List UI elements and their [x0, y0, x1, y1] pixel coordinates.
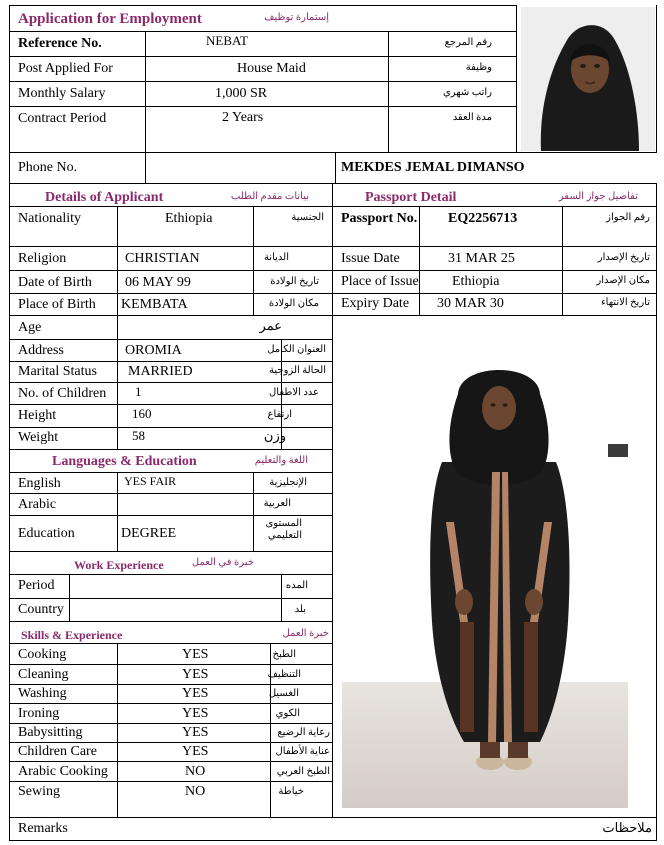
monthly-salary-value: 1,000 SR — [215, 86, 268, 101]
form-title: Application for Employment — [18, 11, 202, 27]
age-label: Age — [18, 320, 42, 335]
remarks-label-ar: ملاحظات — [602, 820, 652, 835]
expiry-date-label-ar: تاريخ الانتهاء — [600, 297, 650, 308]
education-label-ar: المستوى التعليمي — [265, 518, 302, 541]
arabic-cooking-label: Arabic Cooking — [18, 764, 108, 779]
religion-label: Religion — [18, 251, 67, 266]
height-value: 160 — [132, 406, 152, 421]
religion-label-ar: الديانة — [263, 252, 289, 263]
country-label: Country — [18, 602, 64, 617]
babysitting-value: YES — [182, 725, 209, 740]
place-of-issue-value: Ethiopia — [452, 274, 500, 289]
period-label: Period — [18, 578, 55, 593]
cleaning-label: Cleaning — [18, 667, 69, 682]
issue-date-value: 31 MAR 25 — [448, 251, 515, 266]
education-value: DEGREE — [121, 526, 177, 541]
phone-label: Phone No. — [18, 160, 78, 175]
passport-heading: Passport Detail — [365, 190, 457, 205]
cooking-label: Cooking — [18, 647, 67, 662]
details-heading-ar: بيانات مقدم الطلب — [230, 191, 309, 202]
address-value: OROMIA — [125, 343, 182, 358]
issue-date-label: Issue Date — [341, 251, 400, 266]
ironing-label: Ironing — [18, 706, 60, 721]
height-label: Height — [18, 408, 57, 423]
religion-value: CHRISTIAN — [125, 251, 200, 266]
arabic-label-ar: العربية — [263, 498, 291, 509]
address-label-ar: العنوان الكامل — [267, 344, 326, 355]
english-label: English — [18, 476, 61, 491]
address-label: Address — [18, 343, 64, 358]
work-heading: Work Experience — [74, 558, 164, 572]
monthly-salary-label: Monthly Salary — [18, 86, 106, 101]
weight-label: Weight — [18, 430, 59, 445]
portrait-photo — [521, 7, 655, 151]
place-of-issue-label-ar: مكان الإصدار — [596, 275, 650, 286]
dob-label: Date of Birth — [18, 275, 92, 290]
remarks-label: Remarks — [18, 821, 68, 836]
education-label: Education — [18, 526, 75, 541]
skills-heading: Skills & Experience — [21, 628, 123, 642]
sewing-label: Sewing — [18, 784, 60, 799]
post-applied-label: Post Applied For — [18, 61, 113, 76]
details-heading: Details of Applicant — [45, 190, 164, 205]
nationality-label: Nationality — [18, 211, 81, 226]
nationality-label-ar: الجنسية — [291, 212, 324, 223]
english-value: YES FAIR — [124, 474, 177, 488]
ironing-value: YES — [182, 706, 209, 721]
reference-value: NEBAT — [206, 33, 248, 48]
children-value: 1 — [135, 384, 142, 399]
passport-heading-ar: تفاصيل جواز السفر — [558, 191, 638, 202]
pob-value: KEMBATA — [121, 297, 188, 312]
washing-label-ar: الغسيل — [268, 688, 299, 699]
pob-label-ar: مكان الولادة — [268, 298, 319, 309]
skills-heading-ar: خبرة العمل — [282, 628, 329, 639]
children-care-value: YES — [182, 744, 209, 759]
form-title-ar: إستمارة توظيف — [264, 12, 329, 23]
ironing-label-ar: الكوي — [275, 708, 300, 719]
nationality-value: Ethiopia — [165, 211, 213, 226]
weight-label-ar: وزن — [263, 428, 286, 443]
arabic-label: Arabic — [18, 497, 57, 512]
reference-label-ar: رقم المرجع — [444, 37, 492, 48]
post-applied-value: House Maid — [237, 61, 306, 76]
children-label-ar: عدد الاطفال — [269, 387, 319, 398]
dob-value: 06 MAY 99 — [125, 275, 191, 290]
height-label-ar: ارتفاع — [267, 409, 292, 420]
languages-heading-ar: اللغة والتعليم — [254, 455, 308, 466]
post-applied-label-ar: وظيفة — [465, 62, 492, 73]
sewing-value: NO — [185, 784, 206, 799]
children-care-label: Children Care — [18, 744, 97, 759]
passport-no-label-ar: رقم الجواز — [606, 212, 650, 223]
cleaning-value: YES — [182, 667, 209, 682]
cooking-label-ar: الطبخ — [272, 649, 296, 660]
pob-label: Place of Birth — [18, 297, 96, 312]
full-body-photo — [342, 322, 628, 808]
marital-label: Marital Status — [18, 364, 97, 379]
washing-label: Washing — [18, 686, 67, 701]
children-label: No. of Children — [18, 386, 107, 401]
cleaning-label-ar: التنظيف — [267, 669, 301, 680]
contract-period-value: 2 Years — [222, 110, 264, 125]
cooking-value: YES — [182, 647, 209, 662]
arabic-cooking-value: NO — [185, 764, 206, 779]
dob-label-ar: تاريخ الولادة — [270, 276, 319, 287]
applicant-name: MEKDES JEMAL DIMANSO — [341, 160, 525, 175]
washing-value: YES — [182, 686, 209, 701]
english-label-ar: الإنجليزية — [269, 477, 307, 488]
babysitting-label: Babysitting — [18, 725, 83, 740]
passport-no-label: Passport No. — [341, 211, 418, 226]
age-label-ar: عمر — [259, 318, 282, 333]
place-of-issue-label: Place of Issue — [341, 274, 419, 289]
issue-date-label-ar: تاريخ الإصدار — [597, 252, 650, 263]
contract-period-label: Contract Period — [18, 111, 107, 126]
marital-value: MARRIED — [128, 364, 193, 379]
languages-heading: Languages & Education — [52, 454, 197, 469]
weight-value: 58 — [132, 428, 145, 443]
expiry-date-value: 30 MAR 30 — [437, 296, 504, 311]
babysitting-label-ar: رعاية الرضيع — [277, 727, 330, 738]
children-care-label-ar: عناية الأطفال — [275, 746, 330, 757]
monthly-salary-label-ar: راتب شهري — [442, 87, 492, 98]
marital-label-ar: الحالة الزوجية — [269, 365, 326, 376]
sewing-label-ar: خياطة — [278, 786, 304, 797]
arabic-cooking-label-ar: الطبخ العربي — [276, 766, 330, 777]
work-heading-ar: خبرة في العمل — [191, 557, 254, 568]
passport-no-value: EQ2256713 — [448, 211, 518, 226]
photo-marker — [608, 444, 628, 457]
contract-period-label-ar: مدة العقد — [452, 112, 492, 123]
period-label-ar: المده — [285, 580, 308, 591]
expiry-date-label: Expiry Date — [341, 296, 410, 311]
country-label-ar: بلد — [294, 604, 306, 615]
reference-label: Reference No. — [18, 36, 102, 51]
